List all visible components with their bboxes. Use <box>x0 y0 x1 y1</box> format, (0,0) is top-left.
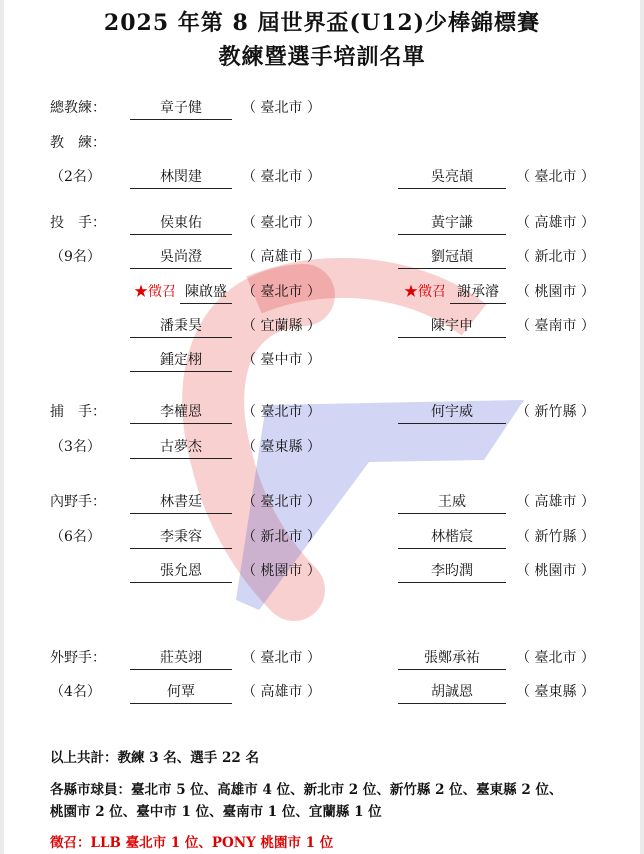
person-name: 潘秉昊 <box>130 315 232 338</box>
person-city: （ 臺北市 ） <box>516 650 595 666</box>
person-city: （ 新北市 ） <box>242 529 321 545</box>
person-city: （ 高雄市 ） <box>242 249 321 265</box>
role-coach-count: （2名） <box>50 169 101 185</box>
person-name: 李秉容 <box>130 526 232 549</box>
person-city: （ 臺中市 ） <box>242 352 321 368</box>
total-summary: 以上共計：教練 3 名、選手 22 名 <box>50 750 259 766</box>
person-name: 張鄭承祐 <box>398 647 506 670</box>
person-name: 王威 <box>398 491 506 514</box>
person-city: （ 臺東縣 ） <box>242 439 321 455</box>
person-name: 林書廷 <box>130 491 232 514</box>
person-city: （ 高雄市 ） <box>242 684 321 700</box>
called-up-summary: 徵召：LLB 臺北市 1 位、PONY 桃園市 1 位 <box>50 835 334 851</box>
role-infield-count: （6名） <box>50 529 101 545</box>
role-outfield: 外野手： <box>50 650 106 666</box>
document-title-line2: 教練暨選手培訓名單 <box>218 44 426 70</box>
person-name: 鍾定栩 <box>130 349 232 372</box>
person-name: 陳啟盛 <box>180 281 232 304</box>
role-pitcher-count: （9名） <box>50 249 101 265</box>
called-up-mark: ★徵召 <box>134 284 176 300</box>
person-city: （ 臺南市 ） <box>516 318 595 334</box>
person-name: 何宇威 <box>398 401 506 424</box>
person-city: （ 臺北市 ） <box>242 494 321 510</box>
person-name: 張允恩 <box>130 560 232 583</box>
person-name: 李昀潤 <box>398 560 506 583</box>
person-city: （ 臺北市 ） <box>242 650 321 666</box>
person-city: （ 宜蘭縣 ） <box>242 318 321 334</box>
person-name: 胡誠恩 <box>398 681 506 704</box>
role-catcher-count: （3名） <box>50 439 101 455</box>
city-distribution-line1: 各縣市球員：臺北市 5 位、高雄市 4 位、新北市 2 位、新竹縣 2 位、臺東縣 2 位、 <box>50 782 563 798</box>
person-name: 吳亮頡 <box>398 166 506 189</box>
person-city: （ 新北市 ） <box>516 249 595 265</box>
role-coach: 教 練： <box>50 135 106 151</box>
called-up-mark: ★徵召 <box>404 284 446 300</box>
role-head-coach: 總教練： <box>50 100 106 116</box>
person-city: （ 桃園市 ） <box>516 284 595 300</box>
person-city: （ 桃園市 ） <box>516 563 595 579</box>
person-city: （ 臺北市 ） <box>242 169 321 185</box>
person-name: 黃宇謙 <box>398 212 506 235</box>
person-name: 莊英翊 <box>130 647 232 670</box>
person-city: （ 臺北市 ） <box>516 169 595 185</box>
person-city: （ 臺北市 ） <box>242 284 321 300</box>
person-city: （ 臺北市 ） <box>242 404 321 420</box>
person-city: （ 新竹縣 ） <box>516 529 595 545</box>
role-outfield-count: （4名） <box>50 684 101 700</box>
logo-watermark <box>4 0 640 854</box>
role-pitcher: 投 手： <box>50 215 106 231</box>
person-name: 林閔建 <box>130 166 232 189</box>
person-city: （ 高雄市 ） <box>516 494 595 510</box>
person-city: （ 臺北市 ） <box>242 215 321 231</box>
person-name: 劉冠頡 <box>398 246 506 269</box>
role-infield: 內野手： <box>50 494 106 510</box>
person-city: （ 桃園市 ） <box>242 563 321 579</box>
person-city: （ 高雄市 ） <box>516 215 595 231</box>
person-name: 陳宇申 <box>398 315 506 338</box>
person-city: （ 臺東縣 ） <box>516 684 595 700</box>
person-name: 吳尚澄 <box>130 246 232 269</box>
person-name: 謝承濬 <box>450 281 506 304</box>
person-name: 林楷宸 <box>398 526 506 549</box>
person-city: （ 臺北市 ） <box>242 100 321 116</box>
person-name: 章子健 <box>130 97 232 120</box>
document-title-line1: 2025 年第 8 屆世界盃(U12)少棒錦標賽 <box>103 10 541 36</box>
person-name: 李權恩 <box>130 401 232 424</box>
person-name: 何覃 <box>130 681 232 704</box>
document-page <box>4 0 640 854</box>
city-distribution-line2: 桃園市 2 位、臺中市 1 位、臺南市 1 位、宜蘭縣 1 位 <box>50 804 382 820</box>
person-name: 古夢杰 <box>130 436 232 459</box>
person-city: （ 新竹縣 ） <box>516 404 595 420</box>
person-name: 侯東佑 <box>130 212 232 235</box>
role-catcher: 捕 手： <box>50 404 106 420</box>
